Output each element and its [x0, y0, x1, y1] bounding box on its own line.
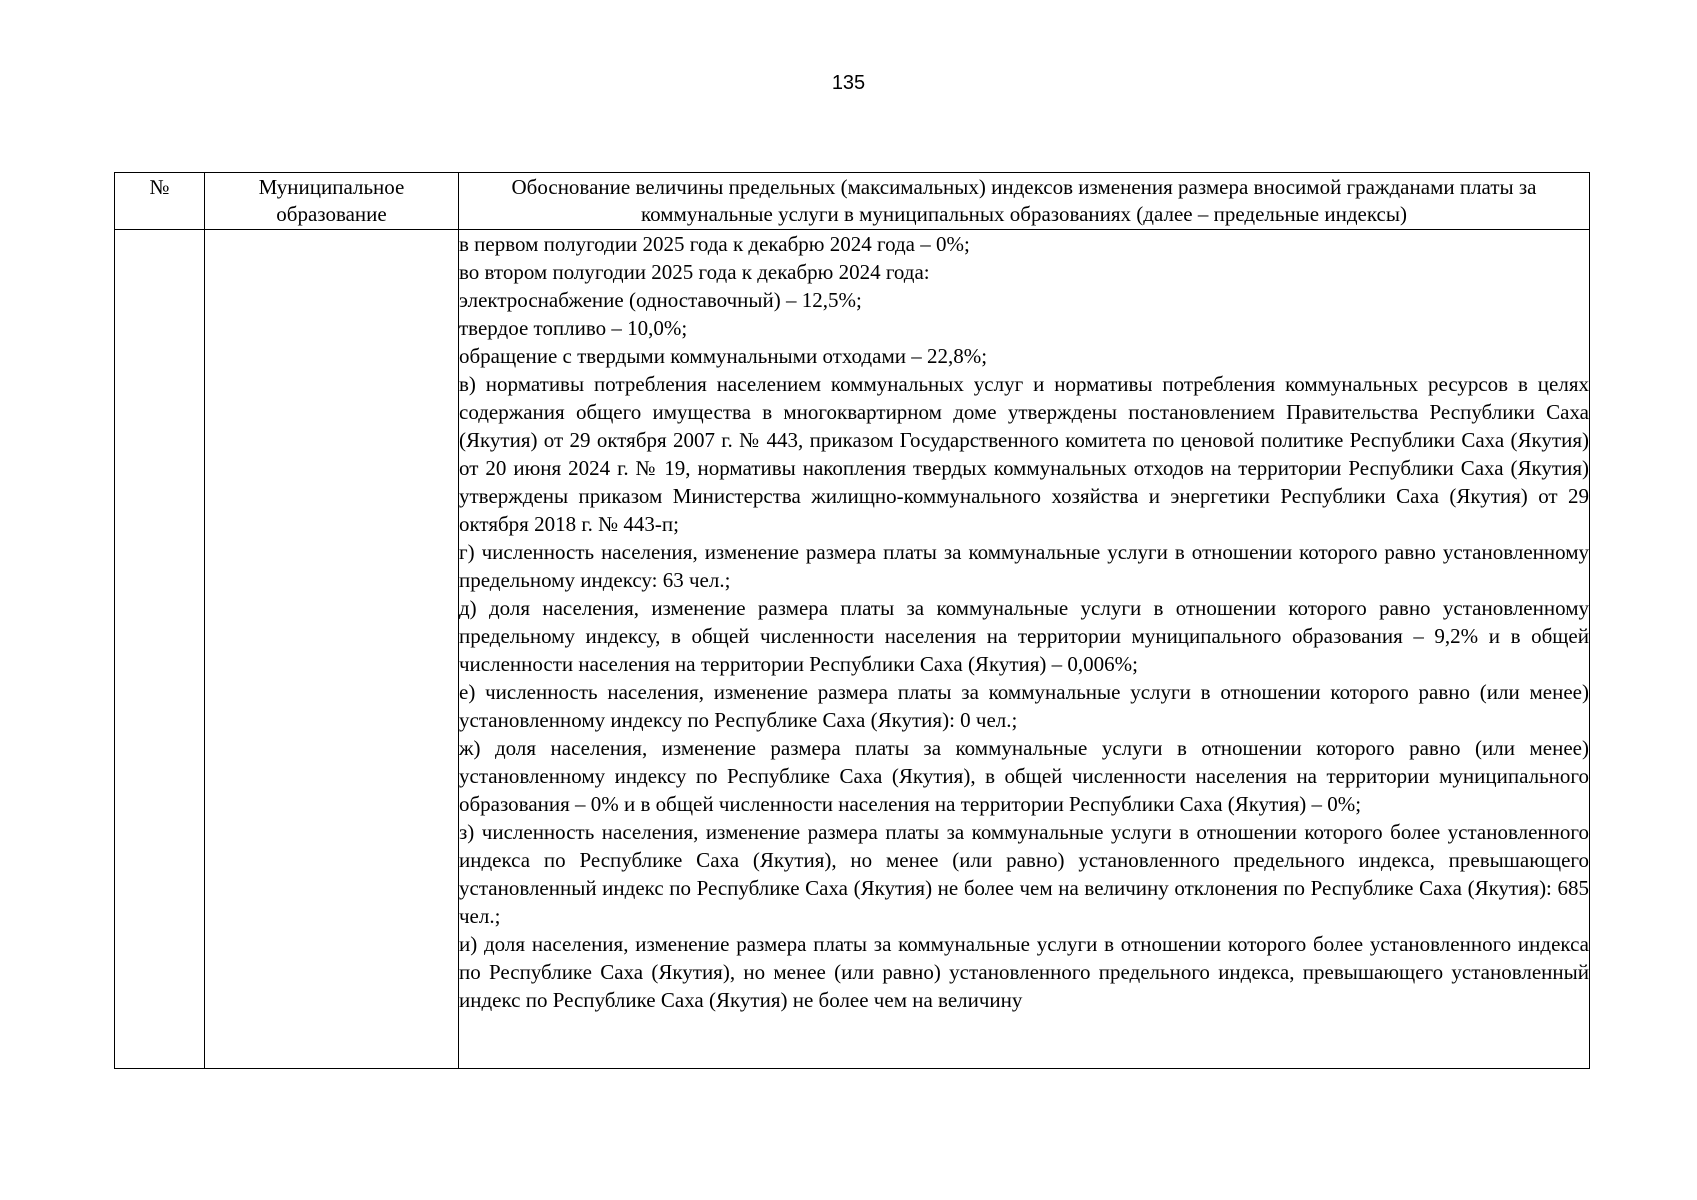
cell-justification — [459, 230, 1590, 1069]
paragraph-i-share: и) доля населения, изменение размера платы за коммунальные услуги в отношении которого более установленного индекса по Республике Саха (Якутия), но менее (или равно) установленного предельного индекса, превышающего установленный индекс по Республике Саха (Якутия) не более чем на величину — [459, 932, 1589, 1012]
page-number: 135 — [831, 72, 866, 94]
paragraph-solid-fuel: твердое топливо – 10,0%; — [459, 316, 688, 340]
paragraph-g-population: г) численность населения, изменение размера платы за коммунальные услуги в отношении которого равно установленному предельному индексу: 63 чел.; — [459, 540, 1589, 592]
paragraph-electricity: электроснабжение (одноставочный) – 12,5%; — [459, 288, 862, 312]
header-number: № — [115, 173, 205, 230]
paragraph-v-norms: в) нормативы потребления населением коммунальных услуг и нормативы потребления коммунальных ресурсов в целях содержания общего имущества в многоквартирном доме утверждены постановлением Правительства Республики Саха (Якутия) от 29 октября 2007 г. № 443, приказом Государственного комитета по ценовой политике Республики Саха (Якутия) от 20 июня 2024 г. № 19, нормативы накопления твердых коммунальных отходов на территории Республики Саха (Якутия) утверждены приказом Министерства жилищно-коммунального хозяйства и энергетики Республики Саха (Якутия) от 29 октября 2018 г. № 443-п; — [459, 372, 1589, 536]
paragraph-z-population: з) численность населения, изменение размера платы за коммунальные услуги в отношении которого более установленного индекса по Республике Саха (Якутия), но менее (или равно) установленного предельного индекса, превышающего установленный индекс по Республике Саха (Якутия) не более чем на величину отклонения по Республике Саха (Якутия): 685 чел.; — [459, 820, 1589, 928]
paragraph-d-share: д) доля населения, изменение размера платы за коммунальные услуги в отношении которого равно установленному предельному индексу, в общей численности населения на территории муниципального образования – 9,2% и в общей численности населения на территории Республики Саха (Якутия) – 0,006%; — [459, 596, 1589, 676]
table-row — [115, 230, 1590, 1069]
paragraph-zh-share: ж) доля населения, изменение размера платы за коммунальные услуги в отношении которого равно (или менее) установленному индексу по Республике Саха (Якутия), в общей численности населения на территории муниципального образования – 0% и в общей численности населения на территории Республики Саха (Якутия) – 0%; — [459, 736, 1589, 816]
paragraph-first-half-2025: в первом полугодии 2025 года к декабрю 2024 года – 0%; — [459, 232, 970, 256]
table-header-row — [115, 173, 1590, 230]
paragraph-solid-waste: обращение с твердыми коммунальными отходами – 22,8%; — [459, 344, 988, 368]
paragraph-e-population: е) численность населения, изменение размера платы за коммунальные услуги в отношении которого равно (или менее) установленному индексу по Республике Саха (Якутия): 0 чел.; — [459, 680, 1589, 732]
header-municipality: Муниципальное образование — [205, 173, 459, 230]
cell-number — [115, 230, 205, 1069]
header-justification: Обоснование величины предельных (максимальных) индексов изменения размера вносимой гражданами платы за коммунальные услуги в муниципальных образованиях (далее – предельные индексы) — [459, 173, 1590, 230]
cell-municipality — [205, 230, 459, 1069]
justification-table — [114, 172, 1590, 1069]
paragraph-second-half-2025: во втором полугодии 2025 года к декабрю 2024 года: — [459, 260, 930, 284]
